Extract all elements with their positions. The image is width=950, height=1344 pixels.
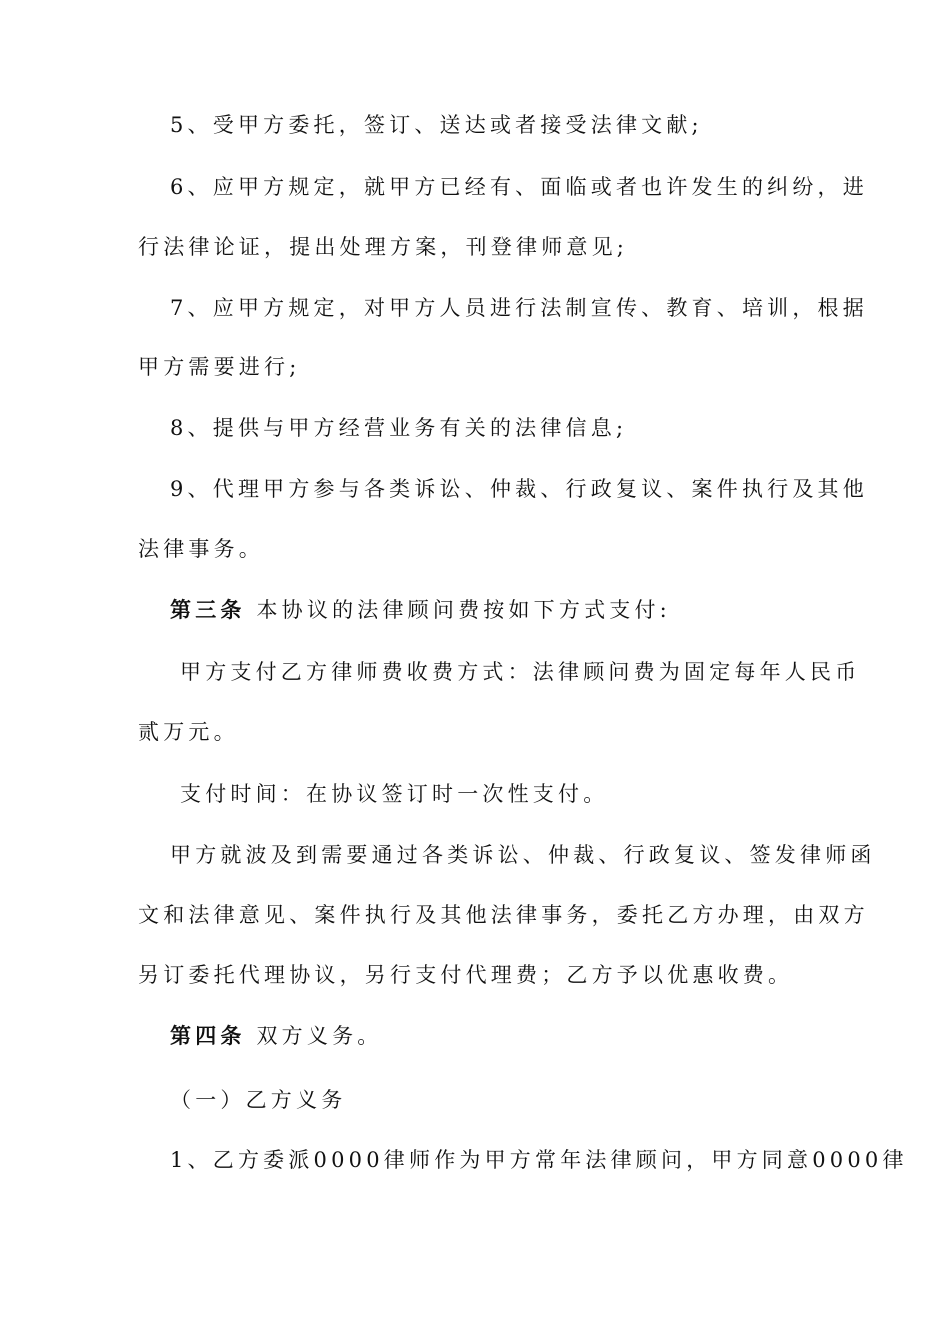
clause-7: 7、应甲方规定，对甲方人员进行法制宣传、教育、培训，根据	[170, 296, 868, 320]
article-4-text: 双方义务。	[245, 1024, 383, 1048]
party-b-obligation-1: 1、乙方委派0000律师作为甲方常年法律顾问，甲方同意0000律	[170, 1148, 908, 1172]
article-4-heading: 第四条	[170, 1023, 246, 1048]
clause-7-continuation: 甲方需要进行;	[138, 355, 301, 379]
clause-9: 9、代理甲方参与各类诉讼、仲裁、行政复议、案件执行及其他	[170, 477, 868, 501]
article-3	[170, 596, 850, 624]
party-b-obligations-heading: （一）乙方义务	[170, 1088, 347, 1112]
article-3-heading: 第三条	[170, 597, 246, 622]
clause-6: 6、应甲方规定，就甲方已经有、面临或者也许发生的纠纷，进	[170, 175, 868, 199]
clause-9-continuation: 法律事务。	[138, 537, 264, 561]
clause-8: 8、提供与甲方经营业务有关的法律信息;	[170, 416, 628, 440]
article-4	[170, 1022, 850, 1050]
clause-5: 5、受甲方委托，签订、送达或者接受法律文献;	[170, 113, 703, 137]
clause-6-continuation: 行法律论证，提出处理方案，刊登律师意见;	[138, 235, 629, 259]
article-3-text: 本协议的法律顾问费按如下方式支付:	[245, 598, 671, 622]
additional-services-line-3: 另订委托代理协议，另行支付代理费；乙方予以优惠收费。	[138, 963, 794, 987]
fee-method: 甲方支付乙方律师费收费方式：法律顾问费为固定每年人民币	[180, 660, 861, 684]
additional-services-line-2: 文和法律意见、案件执行及其他法律事务，委托乙方办理，由双方	[138, 903, 869, 927]
fee-method-continuation: 贰万元。	[138, 720, 239, 744]
additional-services: 甲方就波及到需要通过各类诉讼、仲裁、行政复议、签发律师函	[170, 843, 876, 867]
payment-time: 支付时间：在协议签订时一次性支付。	[180, 782, 609, 806]
